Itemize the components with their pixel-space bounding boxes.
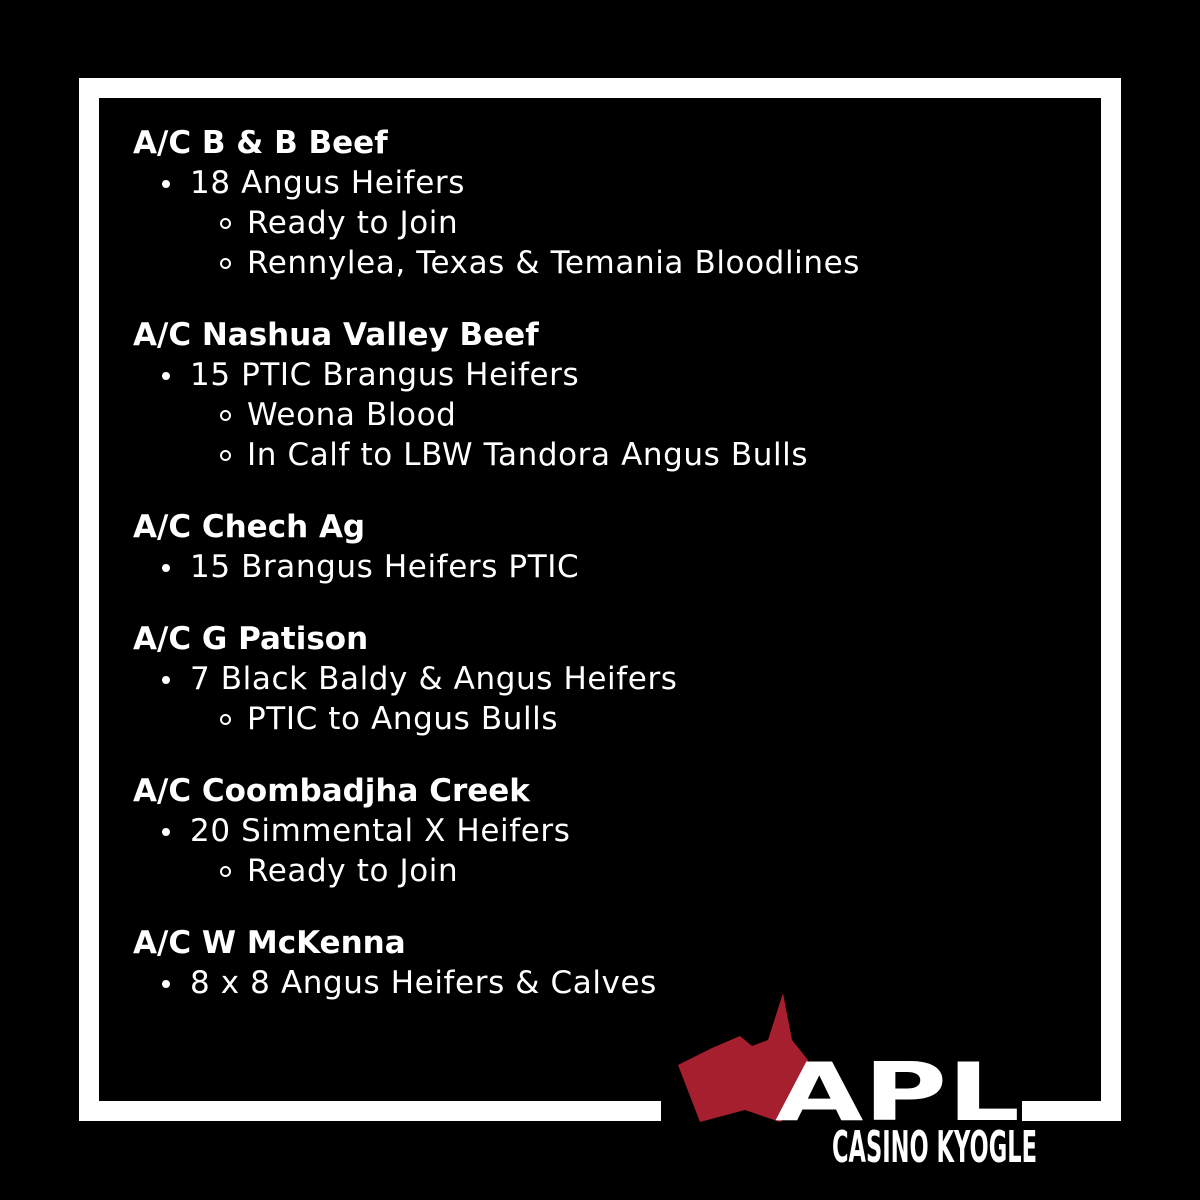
list-item-text: 8 x 8 Angus Heifers & Calves <box>190 965 657 1001</box>
list-item <box>133 811 860 851</box>
circle-bullet-icon <box>220 866 231 877</box>
bullet-icon <box>162 564 170 572</box>
apl-logo <box>660 985 1060 1175</box>
list-item-text: 20 Simmental X Heifers <box>190 813 571 849</box>
section-heading: A/C B & B Beef <box>133 125 388 161</box>
list-item <box>133 659 860 699</box>
bullet-icon <box>162 180 170 188</box>
logo-subtitle: CASINO KYOGLE <box>832 1122 1037 1173</box>
frame-left-border <box>79 78 99 1121</box>
list-item <box>133 163 860 203</box>
section-b-and-b-beef <box>133 123 860 283</box>
section-g-patison <box>133 619 860 739</box>
list-item <box>133 547 860 587</box>
circle-bullet-icon <box>220 258 231 269</box>
list-item-text: 18 Angus Heifers <box>190 165 465 201</box>
sub-list-item-text: In Calf to LBW Tandora Angus Bulls <box>247 437 809 473</box>
section-nashua-valley-beef <box>133 315 860 475</box>
list-item-text: 15 Brangus Heifers PTIC <box>190 549 580 585</box>
sub-list-item <box>133 395 860 435</box>
sub-list-item-text: Weona Blood <box>247 397 457 433</box>
sub-list-item-text: PTIC to Angus Bulls <box>247 701 559 737</box>
section-heading: A/C Chech Ag <box>133 509 366 545</box>
sub-list-item-text: Rennylea, Texas & Temania Bloodlines <box>247 245 861 281</box>
sub-list-item <box>133 699 860 739</box>
section-heading: A/C W McKenna <box>133 925 406 961</box>
list-item <box>133 355 860 395</box>
frame-top-border <box>79 78 1121 98</box>
sub-list-item <box>133 435 860 475</box>
section-coombadjha-creek <box>133 771 860 891</box>
section-chech-ag <box>133 507 860 587</box>
bullet-icon <box>162 676 170 684</box>
list-item-text: 15 PTIC Brangus Heifers <box>190 357 580 393</box>
sub-list-item <box>133 203 860 243</box>
bullet-icon <box>162 828 170 836</box>
circle-bullet-icon <box>220 218 231 229</box>
livestock-listing <box>133 123 860 1035</box>
section-heading: A/C G Patison <box>133 621 369 657</box>
circle-bullet-icon <box>220 410 231 421</box>
sub-list-item-text: Ready to Join <box>247 853 459 889</box>
logo-title: APL <box>775 1046 1020 1139</box>
sub-list-item <box>133 243 860 283</box>
frame-right-border <box>1101 78 1121 1121</box>
sub-list-item <box>133 851 860 891</box>
list-item-text: 7 Black Baldy & Angus Heifers <box>190 661 678 697</box>
frame-bottom-border-left <box>79 1101 661 1121</box>
circle-bullet-icon <box>220 714 231 725</box>
circle-bullet-icon <box>220 450 231 461</box>
bullet-icon <box>162 372 170 380</box>
bullet-icon <box>162 980 170 988</box>
section-heading: A/C Coombadjha Creek <box>133 773 530 809</box>
sub-list-item-text: Ready to Join <box>247 205 459 241</box>
section-heading: A/C Nashua Valley Beef <box>133 317 539 353</box>
